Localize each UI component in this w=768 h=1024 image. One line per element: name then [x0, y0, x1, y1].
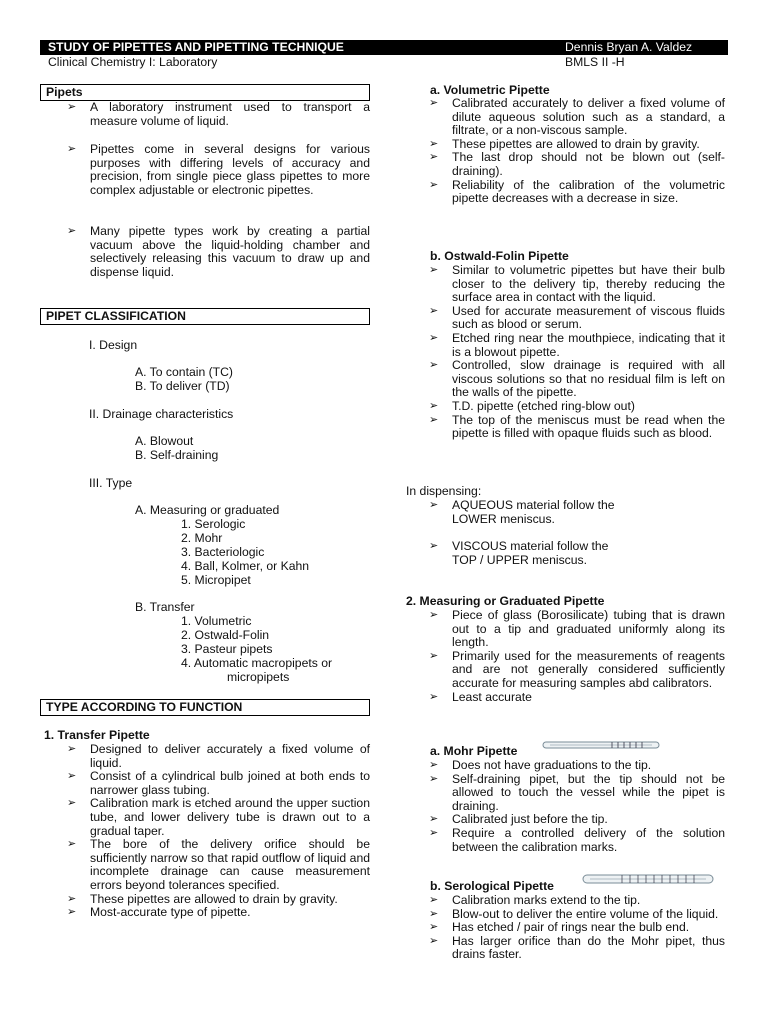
ostwald-list	[405, 264, 725, 441]
class-type-a-item: 3. Bacteriologic	[181, 545, 265, 559]
list-item: ➢ The last drop should not be blown out (self-draining).	[405, 151, 725, 178]
ostwald-title: b. Ostwald-Folin Pipette	[430, 249, 569, 263]
list-item: ➢ Require a controlled delivery of the solution between the calibration marks.	[405, 827, 725, 854]
list-item: ➢ Consist of a cylindrical bulb joined at both ends to narrower glass tubing.	[40, 770, 370, 797]
class-design: I. Design	[89, 338, 138, 352]
class-type-a-item: 2. Mohr	[181, 531, 223, 545]
list-item: ➢ Least accurate	[405, 691, 725, 705]
classification-heading: PIPET CLASSIFICATION	[40, 308, 370, 325]
list-item: ➢ Used for accurate measurement of viscous fluids such as blood or serum.	[405, 305, 725, 332]
list-item	[405, 499, 725, 526]
list-item: ➢ The bore of the delivery orifice should be sufficiently narrow so that rapid outflow of liquid and incomplete drainage can cause measurement errors beyond tolerances specified.	[40, 838, 370, 892]
list-item: ➢ Calibration marks extend to the tip.	[405, 894, 725, 908]
list-item: ➢ These pipettes are allowed to drain by gravity.	[40, 893, 370, 907]
list-item: ➢ Reliability of the calibration of the volumetric pipette decreases with a decrease in size.	[405, 179, 725, 206]
class-design-b: B. To deliver (TD)	[135, 379, 230, 393]
transfer-pipette-title: 1. Transfer Pipette	[44, 728, 150, 742]
class-drainage: II. Drainage characteristics	[89, 407, 234, 421]
class-type-a-item: 5. Micropipet	[181, 573, 251, 587]
class-drainage-b: B. Self-draining	[135, 448, 219, 462]
author-name: Dennis Bryan A. Valdez	[565, 40, 693, 54]
pipets-list	[40, 143, 370, 197]
class-design-a: A. To contain (TC)	[135, 365, 233, 379]
document-title: STUDY OF PIPETTES AND PIPETTING TECHNIQUE	[48, 40, 344, 54]
class-type: III. Type	[89, 476, 133, 490]
aqueous-line-2: LOWER meniscus.	[452, 511, 555, 526]
list-item: ➢ T.D. pipette (etched ring-blow out)	[405, 400, 725, 414]
mohr-list	[405, 759, 725, 854]
dispensing-intro: In dispensing:	[406, 484, 482, 498]
viscous-line-2: TOP / UPPER meniscus.	[452, 552, 588, 567]
dispensing-list	[405, 499, 725, 526]
list-item: ➢ Calibrated just before the tip.	[405, 813, 725, 827]
mohr-title: a. Mohr Pipette	[430, 744, 518, 758]
class-drainage-a: A. Blowout	[135, 434, 194, 448]
list-item: ➢ Most-accurate type of pipette.	[40, 906, 370, 920]
function-heading: TYPE ACCORDING TO FUNCTION	[40, 699, 370, 716]
left-column	[40, 84, 370, 964]
list-item: ➢ Calibrated accurately to deliver a fixed volume of dilute aqueous solution such as a standard, a filtrate, or a non-viscous sample.	[405, 97, 725, 138]
class-type-b-item: 2. Ostwald-Folin	[181, 628, 270, 642]
class-type-a-item: 1. Serologic	[181, 517, 246, 531]
class-type-b-item: 1. Volumetric	[181, 614, 252, 628]
class-type-a-item: 4. Ball, Kolmer, or Kahn	[181, 559, 310, 573]
class-type-a: A. Measuring or graduated	[135, 503, 280, 517]
course-name: Clinical Chemistry I: Laboratory	[48, 55, 218, 69]
list-item: ➢ Has larger orifice than do the Mohr pipet, thus drains faster.	[405, 935, 725, 962]
pipets-heading: Pipets	[40, 84, 370, 101]
pipets-list	[40, 101, 370, 128]
right-column	[405, 84, 725, 984]
class-type-b-item: 4. Automatic macropipets or	[181, 656, 333, 670]
dispensing-list	[405, 540, 725, 567]
list-item: ➢ The top of the meniscus must be read when the pipette is filled with opaque fluids such as blood.	[405, 414, 725, 441]
list-item: ➢ Has etched / pair of rings near the bulb end.	[405, 921, 725, 935]
class-type-b: B. Transfer	[135, 600, 195, 614]
list-item: ➢ A laboratory instrument used to transport a measure volume of liquid.	[40, 101, 370, 128]
aqueous-line-1: AQUEOUS material follow the	[452, 498, 615, 512]
volumetric-list	[405, 97, 725, 206]
list-item: ➢ Designed to deliver accurately a fixed volume of liquid.	[40, 743, 370, 770]
list-item: ➢ Many pipette types work by creating a partial vacuum above the liquid-holding chamber and selectively releasing this vacuum to draw up and dispense liquid.	[40, 225, 370, 279]
transfer-list	[40, 743, 370, 920]
list-item	[405, 540, 725, 567]
list-item: ➢ These pipettes are allowed to drain by gravity.	[405, 138, 725, 152]
list-item: ➢ Pipettes come in several designs for various purposes with differing levels of accuracy and precision, from single piece glass pipettes to more complex adjustable or electronic pipettes.	[40, 143, 370, 197]
list-item: ➢ Similar to volumetric pipettes but have their bulb closer to the delivery tip, thereby reducing the surface area in contact with the liquid.	[405, 264, 725, 305]
document-title-bar	[40, 40, 728, 55]
serological-pipette-illustration	[582, 872, 716, 886]
pipets-list	[40, 225, 370, 279]
graduated-list	[405, 609, 725, 704]
list-item: ➢ Calibration mark is etched around the upper suction tube, and lower delivery tube is drawn out to a gradual taper.	[40, 797, 370, 838]
graduated-title: 2. Measuring or Graduated Pipette	[406, 594, 605, 608]
viscous-line-1: VISCOUS material follow the	[452, 539, 609, 553]
section-name: BMLS II -H	[565, 55, 625, 69]
serological-title: b. Serological Pipette	[430, 879, 554, 893]
list-item: ➢ Controlled, slow drainage is required with all viscous solutions so that no residual film is left on the walls of the pipette.	[405, 359, 725, 400]
list-item: ➢ Self-draining pipet, but the tip should not be allowed to touch the vessel while the pipet is draining.	[405, 773, 725, 814]
list-item: ➢ Primarily used for the measurements of reagents and are not generally considered sufficiently accurate for measuring samples abd calibrators.	[405, 650, 725, 691]
volumetric-title: a. Volumetric Pipette	[430, 83, 550, 97]
class-type-b-item: 3. Pasteur pipets	[181, 642, 273, 656]
list-item: ➢ Piece of glass (Borosilicate) tubing that is drawn out to a tip and graduated uniformly along its length.	[405, 609, 725, 650]
class-type-b-item-cont: micropipets	[227, 670, 290, 684]
serological-list	[405, 894, 725, 962]
list-item: ➢ Blow-out to deliver the entire volume of the liquid.	[405, 908, 725, 922]
list-item: ➢ Does not have graduations to the tip.	[405, 759, 725, 773]
mohr-pipette-illustration	[542, 739, 662, 751]
list-item: ➢ Etched ring near the mouthpiece, indicating that it is a blowout pipette.	[405, 332, 725, 359]
